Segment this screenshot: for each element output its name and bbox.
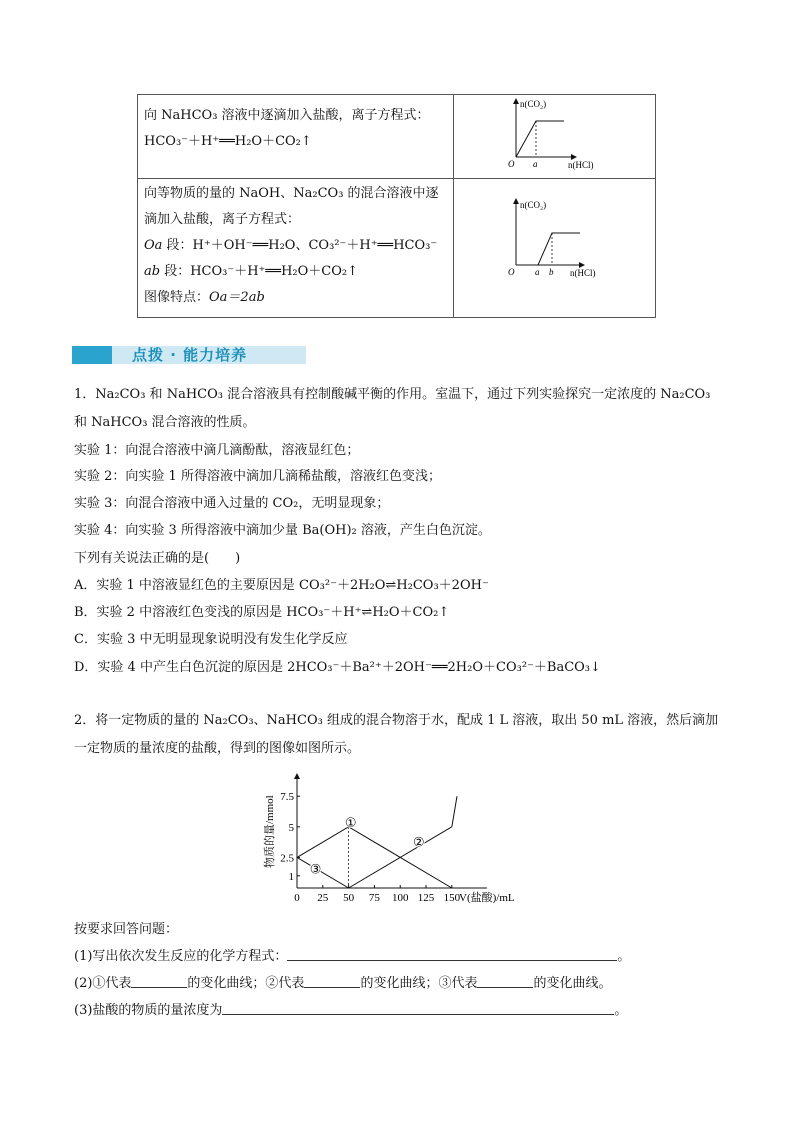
segment-ab-equation: 段：HCO₃⁻＋H⁺══H₂O＋CO₂↑ [160,264,358,279]
row2-line4 [144,259,447,285]
row2-graph-cell [454,179,656,318]
q2-sub3-suffix: 。 [614,1003,628,1018]
row2-line5 [144,285,447,311]
segment-label-ab: ab [144,264,161,279]
series-line-1 [297,827,452,888]
series-line-3 [297,857,349,888]
q1-option-a: A．实验 1 中溶液显红色的主要原因是 CO₃²⁻＋2H₂O⇌H₂CO₃＋2OH⁻ [74,578,489,593]
x-tick-label: 50 [343,892,355,904]
row2-line1: 向等物质的量的 NaOH、Na₂CO₃ 的混合溶液中逐 [144,186,439,201]
q2-sub2-text-b: 的变化曲线；②代表 [187,976,305,991]
y-axis-label: n(CO₂) [520,200,547,210]
tick-a: a [535,267,540,277]
y-axis-label: n(CO₂) [520,99,547,109]
q1-prompt: 下列有关说法正确的是( ) [74,551,241,566]
co2-curve [516,121,564,157]
q1-stem-line2: 和 NaHCO₃ 混合溶液的性质。 [74,415,256,430]
segment-oa-equation: 段：H⁺＋OH⁻══H₂O、CO₃²⁻＋H⁺══HCO₃⁻ [162,238,438,253]
q2-sub1 [74,945,630,964]
x-tick-label: 0 [294,892,300,904]
x-tick-label: 75 [368,892,380,904]
x-axis-label: n(HCl) [568,160,594,170]
q2-sub1-suffix: 。 [617,949,631,964]
q2-sub2-blank-3[interactable] [477,975,533,988]
x-axis-label: V(盐酸)/mL [459,892,515,904]
q2-sub3 [74,999,627,1018]
q2-instruction: 按要求回答问题： [74,922,179,937]
y-tick-label: 5 [288,821,294,834]
q1-option-d: D．实验 4 中产生白色沉淀的原因是 2HCO₃⁻＋Ba²⁺＋2OH⁻══2H₂O＋CO₃²⁻＋BaCO₃↓ [74,660,601,675]
q1-experiment-1: 实验 1：向混合溶液中滴几滴酚酞，溶液显红色； [74,443,360,458]
row2-line3 [144,233,447,259]
q2-sub1-prefix: (1)写出依次发生反应的化学方程式： [74,949,288,964]
y-axis-label: 物质的量/mmol [264,795,276,868]
q2-sub2-text-a: (2)①代表 [74,976,132,991]
series-line-2-extension [452,796,457,827]
q2-sub3-prefix: (3)盐酸的物质的量浓度为 [74,1003,223,1018]
row1-line2: HCO₃⁻＋H⁺══H₂O＋CO₂↑ [144,134,312,149]
q2-sub3-answer-blank[interactable] [222,1002,614,1015]
series-label: ③ [309,862,322,878]
feature-prefix: 图像特点： [144,290,210,305]
y-tick-label: 2.5 [280,852,294,865]
section-title: 点拨 · 能力培养 [132,346,248,364]
row1-line1: 向 NaHCO₃ 溶液中逐滴加入盐酸，离子方程式： [144,108,430,123]
table-row [138,179,656,318]
row1-text-cell [138,95,454,179]
q2-sub2-text-c: 的变化曲线；③代表 [360,976,478,991]
q2-chart [262,770,542,910]
origin-label: O [508,267,515,277]
q2-sub2-blank-1[interactable] [131,975,187,988]
feature-formula: Oa＝2ab [209,290,265,305]
q2-sub2-blank-2[interactable] [304,975,360,988]
row1-graph-cell [454,95,656,179]
q2-stem-line1: 2．将一定物质的量的 Na₂CO₃、NaHCO₃ 组成的混合物溶于水，配成 1 L 溶液，取出 50 mL 溶液，然后滴加 [74,713,719,728]
q1-option-c: C．实验 3 中无明显现象说明没有发生化学反应 [74,632,348,647]
row2-text-cell [138,179,454,318]
graph-naoh-na2co3-hcl [454,179,655,316]
table-row [138,95,656,179]
x-tick-label: 100 [391,892,409,904]
segment-label-oa: Oa [144,238,163,253]
x-axis-label: n(HCl) [570,268,596,278]
q2-sub1-answer-blank[interactable] [287,948,617,961]
q1-option-b: B．实验 2 中溶液红色变浅的原因是 HCO₃⁻＋H⁺⇌H₂O＋CO₂↑ [74,605,450,620]
q1-stem-line1: 1．Na₂CO₃ 和 NaHCO₃ 混合溶液具有控制酸碱平衡的作用。室温下，通过下列实验探究一定浓度的 Na₂CO₃ [74,387,711,402]
x-tick-label: 150 [443,892,461,904]
q2-sub2 [74,972,611,991]
y-tick-label: 7.5 [280,791,294,804]
reaction-table [137,94,656,318]
q1-experiment-3: 实验 3：向混合溶液中通入过量的 CO₂，无明显现象； [74,496,390,511]
series-label: ① [344,815,357,831]
row2-line2: 滴加入盐酸，离子方程式： [144,212,301,227]
x-tick-label: 25 [317,892,329,904]
tick-a: a [533,159,538,169]
co2-curve [516,233,580,265]
graph-nahco3-hcl [454,95,655,177]
y-tick-label: 1 [288,870,294,883]
q1-experiment-4: 实验 4：向实验 3 所得溶液中滴加少量 Ba(OH)₂ 溶液，产生白色沉淀。 [74,523,491,538]
q2-stem-line2: 一定物质的量浓度的盐酸，得到的图像如图所示。 [74,741,361,756]
series-label: ② [412,835,425,851]
tick-b: b [549,267,554,277]
origin-label: O [508,159,515,169]
x-tick-label: 125 [417,892,435,904]
q1-experiment-2: 实验 2：向实验 1 所得溶液中滴加几滴稀盐酸，溶液红色变浅； [74,469,441,484]
q2-sub2-text-d: 的变化曲线。 [533,976,612,991]
